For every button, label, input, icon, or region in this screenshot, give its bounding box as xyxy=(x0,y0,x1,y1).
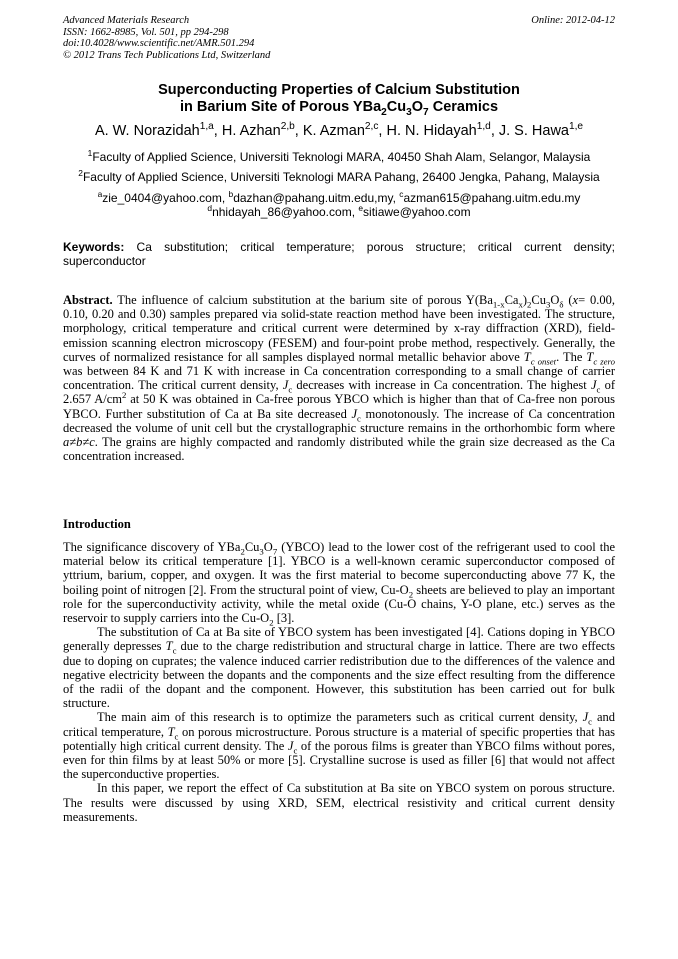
keywords-label: Keywords: xyxy=(63,240,125,254)
author: H. N. Hidayah$^{1,d}$, xyxy=(386,121,499,139)
abstract-label: Abstract. xyxy=(63,293,113,307)
email-line-1: $^a$zie_0404@yahoo.com, $^b$dazhan@pahang.uitm.edu,my, $^c$azman615@pahang.uitm.edu.my xyxy=(97,189,581,205)
intro-paragraph-1: The significance discovery of $YBa_2Cu_3O_7$ (YBCO) lead to the lower cost of the refrigerant used to cool the material below its critical temperature [1]. YBCO is a well-known ceramic superconductor composed of yttrium, barium, copper, and oxygen. It was the first material to become superconducting above 77 K, the boiling point of nitrogen [2]. From the structural point of view, $Cu-O_2$ sheets are believed to play an important role for the superconductivity activity, while the metal oxide (Cu-O chains, Y-O plane, etc.) serves as the reservoir to supply carriers into the $Cu-O_2$ [3]. xyxy=(63,540,615,628)
email-list xyxy=(63,191,615,219)
online-date: Online: 2012-04-12 xyxy=(531,15,615,26)
section-heading-introduction: Introduction xyxy=(63,517,131,531)
title-line-1: Superconducting Properties of Calcium Substitution xyxy=(158,82,520,98)
intro-paragraph-2: The substitution of Ca at Ba site of YBCO system has been investigated [4]. Cations doping in YBCO generally depresses $T_c$ due to the charge redistribution and structural charge in lattice. There are two effects due to doping on cuprates; the valence induced carrier redistribution due to the differences of the valence and negative electricity between the dopants and the components and the size effect resulting from the difference of the radii of the dopant and the component. However, this substitution has been carried out for bulk structure. xyxy=(63,625,616,711)
intro-paragraph-3: The main aim of this research is to optimize the parameters such as critical current density, $J_c$ and critical temperature, $T_c$ on porous microstructure. Porous structure is a material of specific properties that has potentially high critical current density. The $J_c$ of the porous films is greater than YBCO films without pores, even for thin films by at least 50% or more [5]. Crystalline sucrose is used as filler [6] that would not affect the superconductive properties. xyxy=(63,710,615,782)
email-line-2: $^d$nhidayah_86@yahoo.com, $^e$sitiawe@yahoo.com xyxy=(207,203,471,219)
keywords xyxy=(63,240,615,268)
journal-name: Advanced Materials Research xyxy=(63,15,190,26)
paper-title xyxy=(63,82,615,116)
author: A. W. Norazidah$^{1,a}$, xyxy=(94,121,222,139)
abstract: Abstract. The influence of calcium substitution at the barium site of porous $Y(Ba_{1-x}Ca_x)_2Cu_3O_\delta$ (x= 0.00, 0.10, 0.20 and 0.30) samples prepared via solid-state reaction method have been investigated. The structure, morphology, critical temperature and critical current were determined by x-ray diffraction (XRD), field-emission scanning electron microscopy (FESEM) and four-point probe method, respectively. Generally, the curves of normalized resistance for all samples displayed normal metallic behavior above $T_{c onset}$. The $T_{c zero}$ was between 84 K and 71 K with increase in Ca concentration corresponding to a small change of carrier concentration. The critical current density, $J_c$ decreases with increase in Ca concentration. The highest $J_c$ of 2.657 $A/cm^2$ at 50 K was obtained in Ca-free porous YBCO which is higher than that of Ca-free non porous YBCO. Further substitution of Ca at Ba site decreased $J_c$ monotonously. The increase of Ca concentration decreased the volume of unit cell but the crystallographic structure remains in the orthorhombic form where a≠b≠c. The grains are highly compacted and randomly distributed while the grain size decreased as the Ca concentration increased. xyxy=(63,293,615,464)
affiliation-2: $^2$Faculty of Applied Science, Universiti Teknologi MARA Pahang, 26400 Jengka, Pahang, Malaysia xyxy=(78,168,600,184)
author: J. S. Hawa$^{1,e}$ xyxy=(498,121,584,139)
author-list xyxy=(63,122,615,140)
author: H. Azhan$^{2,b}$, xyxy=(221,121,303,139)
intro-paragraph-4: In this paper, we report the effect of Ca substitution at Ba site on YBCO system on porous structure. The results were discussed by using XRD, SEM, electrical resistivity and critical current density measurements. xyxy=(63,781,615,824)
issn-line: ISSN: 1662-8985, Vol. 501, pp 294-298 xyxy=(63,26,229,38)
keywords-text: Ca substitution; critical temperature; porous structure; critical current density; superconductor xyxy=(63,240,615,268)
title-line-2: in Barium Site of Porous $YBa_2Cu_3O_7$ Ceramics xyxy=(179,99,499,118)
author: K. Azman$^{2,c}$, xyxy=(302,121,387,139)
affiliation-1: $^1$Faculty of Applied Science, Universiti Teknologi MARA, 40450 Shah Alam, Selangor, Malaysia xyxy=(87,148,591,164)
doi-line: doi:10.4028/www.scientific.net/AMR.501.294 xyxy=(63,38,255,49)
running-header xyxy=(63,15,615,61)
introduction-body xyxy=(63,540,615,824)
copyright-line: © 2012 Trans Tech Publications Ltd, Switzerland xyxy=(63,49,271,61)
